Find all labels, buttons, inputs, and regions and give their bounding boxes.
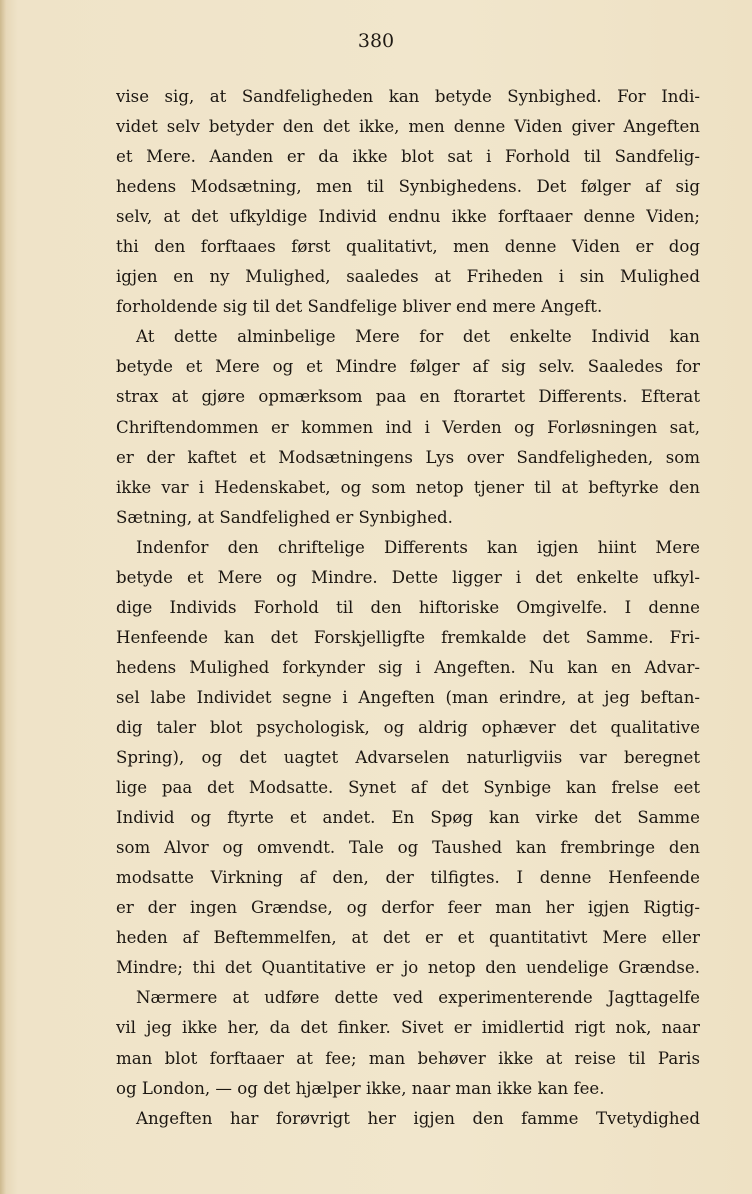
text-line: igjen en ny Mulighed, saaledes at Friheden i sin Mulighed xyxy=(116,267,700,287)
text-line: betyde et Mere og Mindre. Dette ligger i det enkelte ufkyl- xyxy=(116,567,700,587)
text-line: modsatte Virkning af den, der tilfigtes. I denne Henfeende xyxy=(116,868,700,888)
text-line: betyde et Mere og et Mindre følger af sig selv. Saaledes for xyxy=(116,357,700,377)
text-line: man blot forftaaer at fee; man behøver ikke at reise til Paris xyxy=(116,1048,700,1068)
text-line: hedens Mulighed forkynder sig i Angeften. Nu kan en Advar- xyxy=(116,657,700,677)
text-line: vise sig, at Sandfeligheden kan betyde Synbighed. For Indi- xyxy=(116,87,700,106)
text-line: selv, at det ufkyldige Individ endnu ikke forftaaer denne Viden; xyxy=(116,207,700,227)
text-line: forholdende sig til det Sandfelige bliver end mere Angeft. xyxy=(116,297,603,317)
text-line: som Alvor og omvendt. Tale og Taushed kan frembringe den xyxy=(116,838,700,858)
page-number: 380 xyxy=(357,30,395,52)
text-line: Chriftendommen er kommen ind i Verden og Forløsningen sat, xyxy=(116,417,700,437)
text-line: Sætning, at Sandfelighed er Synbighed. xyxy=(116,507,453,527)
text-line: Nærmere at udføre dette ved experimenterende Jagttagelfe xyxy=(136,988,700,1008)
text-line: Individ og ftyrte et andet. En Spøg kan virke det Samme xyxy=(116,808,700,828)
text-line: Henfeende kan det Forskjelligfte fremkalde det Samme. Fri- xyxy=(116,627,700,647)
text-line: At dette alminbelige Mere for det enkelte Individ kan xyxy=(136,327,700,347)
text-line: Indenfor den chriftelige Differents kan igjen hiint Mere xyxy=(136,537,700,557)
text-line: lige paa det Modsatte. Synet af det Synbige kan frelse eet xyxy=(116,778,700,798)
text-line: vil jeg ikke her, da det finker. Sivet er imidlertid rigt nok, naar xyxy=(116,1018,700,1038)
text-line: videt selv betyder den det ikke, men denne Viden giver Angeften xyxy=(116,117,700,137)
text-line: dig taler blot psychologisk, og aldrig ophæver det qualitative xyxy=(116,717,700,737)
text-line: og London, — og det hjælper ikke, naar man ikke kan fee. xyxy=(116,1078,605,1098)
text-line: hedens Modsætning, men til Synbighedens. Det følger af sig xyxy=(116,177,700,197)
text-line: thi den forftaaes først qualitativt, men denne Viden er dog xyxy=(116,237,700,257)
text-line: ikke var i Hedenskabet, og som netop tjener til at beftyrke den xyxy=(116,477,700,497)
text-line: Mindre; thi det Quantitative er jo netop den uendelige Grændse. xyxy=(116,958,700,978)
text-line: heden af Beftemmelfen, at det er et quantitativt Mere eller xyxy=(116,928,700,948)
text-line: dige Individs Forhold til den hiftoriske Omgivelfe. I denne xyxy=(116,597,700,617)
text-line: er der kaftet et Modsætningens Lys over Sandfeligheden, som xyxy=(116,447,700,467)
body-text xyxy=(116,82,700,1134)
text-line: er der ingen Grændse, og derfor feer man her igjen Rigtig- xyxy=(116,898,700,918)
text-line: sel labe Individet segne i Angeften (man erindre, at jeg beftan- xyxy=(116,687,700,707)
page-gutter xyxy=(0,0,6,1194)
text-line: Spring), og det uagtet Advarselen naturligviis var beregnet xyxy=(116,748,700,768)
text-line: et Mere. Aanden er da ikke blot sat i Forhold til Sandfelig- xyxy=(116,147,700,167)
text-line: Angeften har forøvrigt her igjen den famme Tvetydighed xyxy=(136,1108,700,1128)
text-line: strax at gjøre opmærksom paa en ftorartet Differents. Efterat xyxy=(116,387,700,407)
